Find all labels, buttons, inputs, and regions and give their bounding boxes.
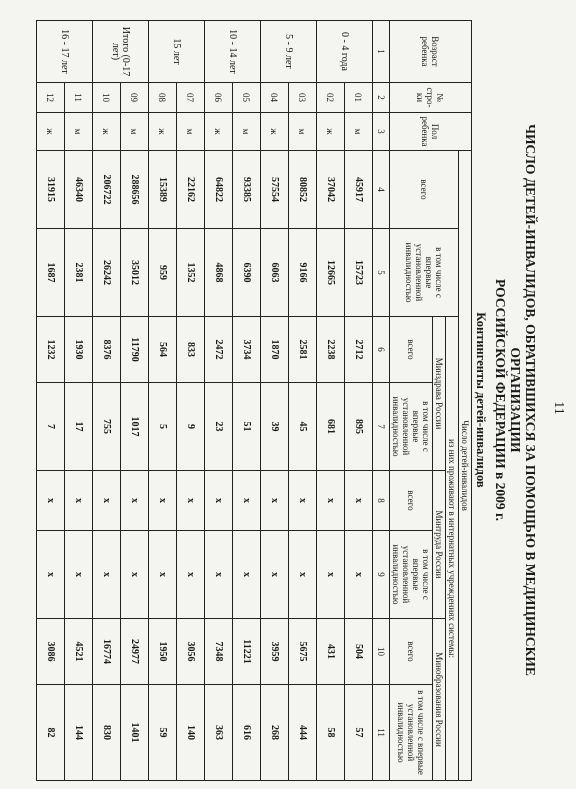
document-title (493, 20, 538, 780)
header-sex: Пол ребенка (390, 113, 472, 151)
value-cell-mo-total: 4521 (65, 619, 93, 685)
column-number: 1 (373, 21, 390, 83)
value-cell-total: 64822 (205, 151, 233, 229)
value-cell-mt-total: x (149, 471, 177, 531)
value-cell-first: 35012 (121, 229, 149, 317)
value-cell-mo-first: 140 (177, 685, 205, 781)
value-cell-total: 37042 (317, 151, 345, 229)
value-cell-mz-first: 681 (317, 383, 345, 471)
value-cell-total: 206722 (93, 151, 121, 229)
value-cell-mt-total: x (65, 471, 93, 531)
header-mintrud-first: в том числе с впервые установленной инвалидностью (390, 531, 433, 619)
sex-cell: м (65, 113, 93, 151)
value-cell-total: 46340 (65, 151, 93, 229)
page-number: 11 (551, 401, 566, 415)
age-group-cell: 0 - 4 года (317, 21, 373, 83)
row-number-cell: 03 (289, 83, 317, 113)
value-cell-mt-first: x (317, 531, 345, 619)
value-cell-first: 12665 (317, 229, 345, 317)
sex-cell: м (289, 113, 317, 151)
value-cell-mo-first: 58 (317, 685, 345, 781)
header-minzdrav-total: всего (390, 317, 433, 383)
value-cell-first: 9166 (289, 229, 317, 317)
row-number-cell: 02 (317, 83, 345, 113)
column-number: 2 (373, 83, 390, 113)
header-total: всего (390, 151, 459, 229)
value-cell-mt-first: x (121, 531, 149, 619)
value-cell-mo-total: 16774 (93, 619, 121, 685)
sex-cell: м (233, 113, 261, 151)
sex-cell: м (345, 113, 373, 151)
header-mintrud: Минтруда России (433, 471, 446, 619)
value-cell-mz-total: 1870 (261, 317, 289, 383)
value-cell-mt-total: x (261, 471, 289, 531)
sex-cell: ж (261, 113, 289, 151)
value-cell-mt-total: x (93, 471, 121, 531)
column-number: 3 (373, 113, 390, 151)
table-row (177, 21, 205, 781)
value-cell-total: 93385 (233, 151, 261, 229)
value-cell-mo-first: 82 (37, 685, 65, 781)
value-cell-first: 15723 (345, 229, 373, 317)
table-row (37, 21, 65, 781)
value-cell-mt-first: x (149, 531, 177, 619)
header-row-number: № стро-ки (390, 83, 472, 113)
value-cell-first: 6063 (261, 229, 289, 317)
value-cell-mz-first: 7 (37, 383, 65, 471)
value-cell-mo-first: 363 (205, 685, 233, 781)
value-cell-mt-first: x (93, 531, 121, 619)
value-cell-mo-total: 3056 (177, 619, 205, 685)
table-row (65, 21, 93, 781)
table-row (149, 21, 177, 781)
header-first-time: в том числе с впервые установленной инвалидностью (390, 229, 459, 317)
column-number: 5 (373, 229, 390, 317)
header-children-disabled: Число детей-инвалидов (459, 151, 472, 781)
value-cell-mz-total: 1232 (37, 317, 65, 383)
table-row (233, 21, 261, 781)
value-cell-first: 959 (149, 229, 177, 317)
value-cell-mt-first: x (37, 531, 65, 619)
value-cell-mz-first: 895 (345, 383, 373, 471)
value-cell-mt-total: x (205, 471, 233, 531)
value-cell-total: 15389 (149, 151, 177, 229)
column-number: 9 (373, 531, 390, 619)
table-row (289, 21, 317, 781)
value-cell-mo-total: 7348 (205, 619, 233, 685)
value-cell-mt-total: x (345, 471, 373, 531)
value-cell-mo-first: 1401 (121, 685, 149, 781)
value-cell-mz-first: 23 (205, 383, 233, 471)
row-number-cell: 12 (37, 83, 65, 113)
row-number-cell: 09 (121, 83, 149, 113)
value-cell-mt-first: x (205, 531, 233, 619)
column-number: 11 (373, 685, 390, 781)
value-cell-total: 45917 (345, 151, 373, 229)
column-number-row (373, 21, 390, 781)
rotated-document (0, 20, 538, 780)
value-cell-mz-first: 9 (177, 383, 205, 471)
value-cell-mt-total: x (317, 471, 345, 531)
value-cell-total: 22162 (177, 151, 205, 229)
row-number-cell: 06 (205, 83, 233, 113)
sex-cell: ж (93, 113, 121, 151)
disabled-children-table (36, 20, 472, 781)
value-cell-mt-total: x (177, 471, 205, 531)
sex-cell: ж (37, 113, 65, 151)
row-number-cell: 11 (65, 83, 93, 113)
value-cell-mo-total: 1950 (149, 619, 177, 685)
table-row (345, 21, 373, 781)
value-cell-mt-total: x (37, 471, 65, 531)
row-number-cell: 05 (233, 83, 261, 113)
value-cell-mz-total: 833 (177, 317, 205, 383)
value-cell-mz-total: 8376 (93, 317, 121, 383)
value-cell-mo-total: 3086 (37, 619, 65, 685)
value-cell-first: 1352 (177, 229, 205, 317)
value-cell-total: 80852 (289, 151, 317, 229)
value-cell-mz-first: 51 (233, 383, 261, 471)
age-group-cell: 15 лет (149, 21, 205, 83)
value-cell-mo-first: 444 (289, 685, 317, 781)
age-group-cell: 5 - 9 лет (261, 21, 317, 83)
header-of-them: из них проживают в интернатных учреждениях системы: (446, 317, 459, 781)
value-cell-mz-first: 755 (93, 383, 121, 471)
row-number-cell: 04 (261, 83, 289, 113)
value-cell-mz-total: 564 (149, 317, 177, 383)
table-row (205, 21, 233, 781)
value-cell-mz-total: 2712 (345, 317, 373, 383)
value-cell-mo-first: 616 (233, 685, 261, 781)
value-cell-mz-first: 17 (65, 383, 93, 471)
column-number: 7 (373, 383, 390, 471)
value-cell-mt-total: x (233, 471, 261, 531)
header-minzdrav: Минздрава России (433, 317, 446, 471)
value-cell-mt-total: x (289, 471, 317, 531)
value-cell-first: 1687 (37, 229, 65, 317)
table-row (261, 21, 289, 781)
column-number: 8 (373, 471, 390, 531)
value-cell-mz-first: 1017 (121, 383, 149, 471)
value-cell-mt-first: x (289, 531, 317, 619)
title-line-2: ОРГАНИЗАЦИИ (508, 347, 523, 453)
value-cell-mz-total: 3734 (233, 317, 261, 383)
value-cell-mz-first: 5 (149, 383, 177, 471)
value-cell-total: 288656 (121, 151, 149, 229)
value-cell-mt-first: x (261, 531, 289, 619)
sex-cell: ж (205, 113, 233, 151)
value-cell-total: 31915 (37, 151, 65, 229)
value-cell-mo-total: 5675 (289, 619, 317, 685)
table-row (93, 21, 121, 781)
value-cell-first: 4868 (205, 229, 233, 317)
document-subtitle: Контингенты детей-инвалидов (474, 312, 488, 488)
value-cell-mo-total: 504 (345, 619, 373, 685)
column-number: 6 (373, 317, 390, 383)
header-age: Возраст ребенка (390, 21, 472, 83)
value-cell-mt-first: x (65, 531, 93, 619)
value-cell-mo-first: 59 (149, 685, 177, 781)
header-minobr-first: в том числе с впервые установленной инвалидностью (390, 685, 433, 781)
column-number: 4 (373, 151, 390, 229)
table-body (37, 21, 373, 781)
value-cell-first: 26242 (93, 229, 121, 317)
value-cell-first: 2381 (65, 229, 93, 317)
value-cell-mz-total: 11790 (121, 317, 149, 383)
header-mintrud-total: всего (390, 471, 433, 531)
value-cell-mo-total: 24977 (121, 619, 149, 685)
value-cell-mo-first: 268 (261, 685, 289, 781)
row-number-cell: 07 (177, 83, 205, 113)
header-minobr-total: всего (390, 619, 433, 685)
value-cell-mz-total: 2238 (317, 317, 345, 383)
sex-cell: м (177, 113, 205, 151)
row-number-cell: 01 (345, 83, 373, 113)
sex-cell: м (121, 113, 149, 151)
value-cell-mo-first: 830 (93, 685, 121, 781)
value-cell-mt-first: x (177, 531, 205, 619)
table-row (121, 21, 149, 781)
header-minzdrav-first: в том числе с впервые установленной инвалидностью (390, 383, 433, 471)
value-cell-first: 6390 (233, 229, 261, 317)
value-cell-mo-total: 11221 (233, 619, 261, 685)
header-minobr: Минобразования России (433, 619, 446, 781)
title-line-1: ЧИСЛО ДЕТЕЙ-ИНВАЛИДОВ, ОБРАТИВШИХСЯ ЗА ПОМОЩЬЮ В МЕДИЦИНСКИЕ (523, 124, 538, 676)
row-number-cell: 10 (93, 83, 121, 113)
age-group-cell: Итого (0-17 лет) (93, 21, 149, 83)
age-group-cell: 10 - 14 лет (205, 21, 261, 83)
column-number: 10 (373, 619, 390, 685)
value-cell-mz-first: 45 (289, 383, 317, 471)
value-cell-mz-total: 1930 (65, 317, 93, 383)
sex-cell: ж (149, 113, 177, 151)
age-group-cell: 16 - 17 лет (37, 21, 93, 83)
value-cell-mo-first: 144 (65, 685, 93, 781)
value-cell-mo-first: 57 (345, 685, 373, 781)
value-cell-total: 57554 (261, 151, 289, 229)
sex-cell: ж (317, 113, 345, 151)
value-cell-mt-first: x (233, 531, 261, 619)
value-cell-mz-total: 2581 (289, 317, 317, 383)
title-line-3: РОССИЙСКОЙ ФЕДЕРАЦИИ в 2009 г. (493, 279, 508, 521)
value-cell-mo-total: 431 (317, 619, 345, 685)
value-cell-mz-total: 2472 (205, 317, 233, 383)
row-number-cell: 08 (149, 83, 177, 113)
value-cell-mo-total: 3959 (261, 619, 289, 685)
value-cell-mt-first: x (345, 531, 373, 619)
value-cell-mt-total: x (121, 471, 149, 531)
table-row (317, 21, 345, 781)
value-cell-mz-first: 39 (261, 383, 289, 471)
